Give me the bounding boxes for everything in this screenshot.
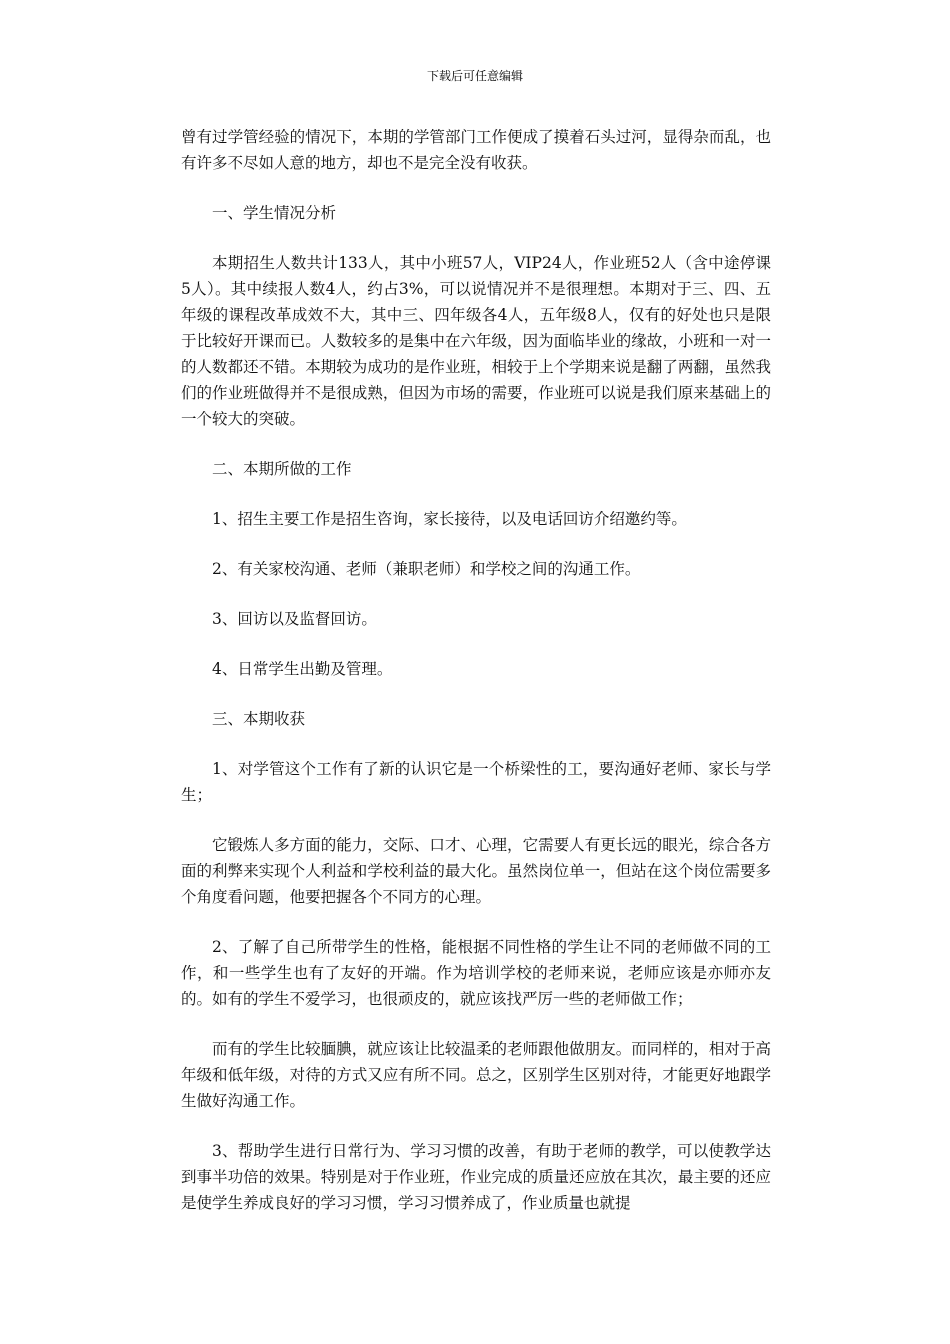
list-item-work-3: 3、回访以及监督回访。	[212, 610, 377, 628]
paragraph-gain-3: 3、帮助学生进行日常行为、学习习惯的改善，有助于老师的教学，可以使教学达到事半功倍的效果。特别是对于作业班，作业完成的质量还应放在其次，最主要的还应是使学生养成良好的学习习惯，学习习惯养成了，作业质量也就提	[181, 1142, 771, 1212]
paragraph-intro: 曾有过学管经验的情况下，本期的学管部门工作便成了摸着石头过河，显得杂而乱，也有许多不尽如人意的地方，却也不是完全没有收获。	[181, 128, 771, 172]
list-item-work-1: 1、招生主要工作是招生咨询，家长接待，以及电话回访介绍邀约等。	[212, 510, 687, 528]
paragraph-gain-1: 1、对学管这个工作有了新的认识它是一个桥梁性的工，要沟通好老师、家长与学生；	[181, 760, 771, 804]
page-header-watermark: 下载后可任意编辑	[426, 69, 523, 83]
section-heading-gains: 三、本期收获	[212, 710, 306, 728]
section-heading-work-done: 二、本期所做的工作	[212, 460, 352, 478]
paragraph-enrollment: 本期招生人数共计133人，其中小班57人，VIP24人，作业班52人（含中途停课5人）。其中续报人数4人，约占3%，可以说情况并不是很理想。本期对于三、四、五年级的课程改革成效不大，其中三、四年级各4人，五年级8人，仅有的好处也只是限于比较好开课而已。人数较多的是集中在六年级，因为面临毕业的缘故，小班和一对一的人数都还不错。本期较为成功的是作业班，相较于上个学期来说是翻了两翻，虽然我们的作业班做得并不是很成熟，但因为市场的需要，作业班可以说是我们原来基础上的一个较大的突破。	[181, 254, 771, 428]
paragraph-gain-2-detail: 而有的学生比较腼腆，就应该让比较温柔的老师跟他做朋友。而同样的，相对于高年级和低年级，对待的方式又应有所不同。总之，区别学生区别对待，才能更好地跟学生做好沟通工作。	[181, 1040, 771, 1110]
list-item-work-2: 2、有关家校沟通、老师（兼职老师）和学校之间的沟通工作。	[212, 560, 641, 578]
list-item-work-4: 4、日常学生出勤及管理。	[212, 660, 393, 678]
paragraph-gain-2: 2、了解了自己所带学生的性格，能根据不同性格的学生让不同的老师做不同的工作，和一些学生也有了友好的开端。作为培训学校的老师来说，老师应该是亦师亦友的。如有的学生不爱学习，也很顽皮的，就应该找严厉一些的老师做工作；	[181, 938, 771, 1008]
section-heading-student-analysis: 一、学生情况分析	[212, 204, 337, 222]
paragraph-gain-1-detail: 它锻炼人多方面的能力，交际、口才、心理，它需要人有更长远的眼光，综合各方面的利弊来实现个人利益和学校利益的最大化。虽然岗位单一，但站在这个岗位需要多个角度看问题，他要把握各个不同方的心理。	[181, 836, 771, 906]
document-body	[181, 124, 771, 1240]
